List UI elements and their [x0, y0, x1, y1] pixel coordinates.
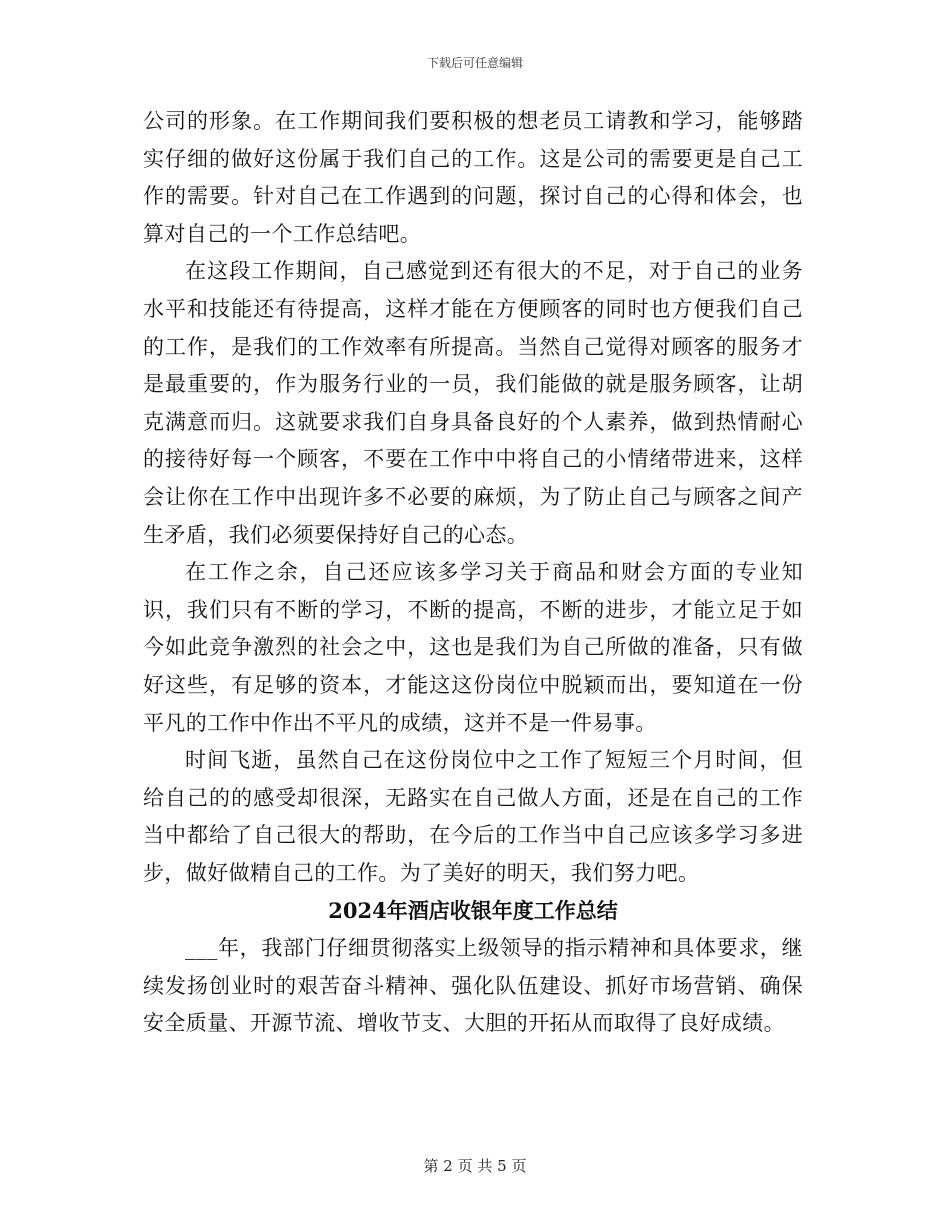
paragraph-3: 在工作之余，自己还应该多学习关于商品和财会方面的专业知识，我们只有不断的学习，不断的提高，不断的进步，才能立足于如今如此竞争激烈的社会之中，这也是我们为自己所做的准备，只有做好这些，有足够的资本，才能这这份岗位中脱颖而出，要知道在一份平凡的工作中作出不平凡的成绩，这并不是一件易事。	[143, 560, 803, 735]
paragraph-4: 时间飞逝，虽然自己在这份岗位中之工作了短短三个月时间，但给自己的的感受却很深，无路实在自己做人方面，还是在自己的工作当中都给了自己很大的帮助，在今后的工作当中自己应该多学习多进步，做好做精自己的工作。为了美好的明天，我们努力吧。	[143, 748, 803, 885]
page-header: 下载后可任意编辑	[426, 56, 523, 70]
section-paragraph: ___年，我部门仔细贯彻落实上级领导的指示精神和具体要求，继续发扬创业时的艰苦奋斗精神、强化队伍建设、抓好市场营销、确保安全质量、开源节流、增收节支、大胆的开拓从而取得了良好成绩。	[143, 936, 803, 1036]
section-title: 2024年酒店收银年度工作总结	[328, 898, 618, 924]
page-footer: 第 2 页 共 5 页	[423, 1157, 527, 1175]
paragraph-2: 在这段工作期间，自己感觉到还有很大的不足，对于自己的业务水平和技能还有待提高，这样才能在方便顾客的同时也方便我们自己的工作，是我们的工作效率有所提高。当然自己觉得对顾客的服务才是最重要的，作为服务行业的一员，我们能做的就是服务顾客，让胡克满意而归。这就要求我们自身具备良好的个人素养，做到热情耐心的接待好每一个顾客，不要在工作中中将自己的小情绪带进来，这样会让你在工作中出现许多不必要的麻烦，为了防止自己与顾客之间产生矛盾，我们必须要保持好自己的心态。	[143, 259, 803, 547]
paragraph-1: 公司的形象。在工作期间我们要积极的想老员工请教和学习，能够踏实仔细的做好这份属于我们自己的工作。这是公司的需要更是自己工作的需要。针对自己在工作遇到的问题，探讨自己的心得和体会，也算对自己的一个工作总结吧。	[143, 109, 803, 246]
document-body	[143, 103, 803, 1043]
